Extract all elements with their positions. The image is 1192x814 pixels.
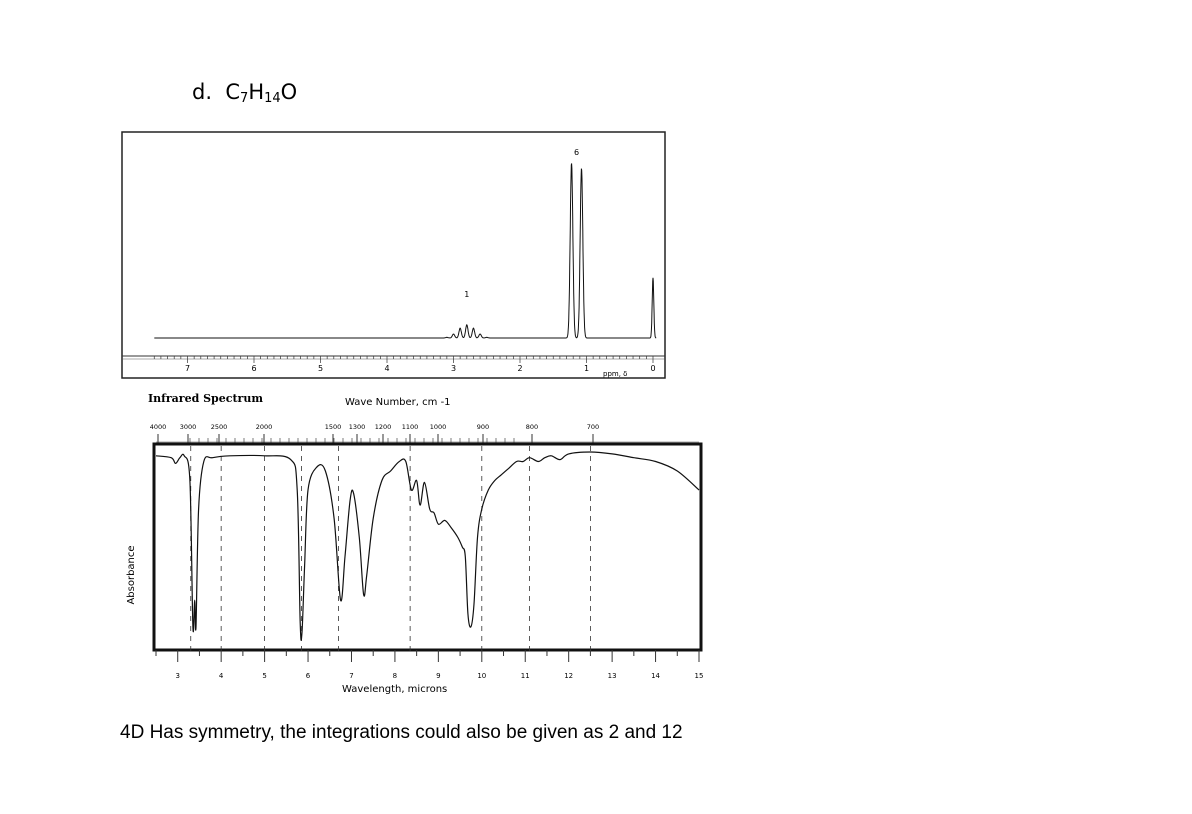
ir-top-tick-label: 2500 [210,423,228,431]
ir-x-axis-label: Wavelength, microns [342,684,448,695]
ir-bottom-tick-label: 7 [349,672,354,680]
ir-frame [154,444,701,650]
formula-element-c: C [225,80,241,104]
nmr-trace [154,148,656,338]
ir-top-axis [150,423,699,444]
ir-bottom-tick-label: 4 [218,672,224,680]
formula-element-o: O [280,80,298,104]
ir-spectrum [126,392,703,695]
problem-label: d. [192,80,213,104]
ir-bottom-tick-label: 8 [392,672,398,680]
ir-bottom-tick-label: 11 [520,672,530,680]
ir-bottom-tick-label: 3 [175,672,180,680]
caption-text: 4D Has symmetry, the integrations could also be given as 2 and 12 [120,722,683,743]
ir-top-axis-label: Wave Number, cm -1 [345,397,451,408]
formula-subscript-h: 14 [264,91,281,106]
ir-bottom-tick-label: 5 [262,672,267,680]
ir-bottom-tick-label: 13 [607,672,617,680]
ir-top-tick-label: 900 [476,423,490,431]
ir-top-tick-label: 4000 [149,423,167,431]
ir-title: Infrared Spectrum [148,392,263,405]
nmr-spectrum [122,132,665,378]
ir-top-tick-label: 800 [525,423,539,431]
ir-top-tick-label: 1000 [429,423,447,431]
ir-top-tick-label: 3000 [179,423,197,431]
nmr-tick-label: 5 [317,364,324,373]
ir-bottom-tick-label: 15 [694,672,704,680]
formula-subscript-c: 7 [240,91,249,106]
ir-trace-line [156,452,699,640]
nmr-integration-label: 1 [464,289,470,299]
ir-top-tick-label: 1300 [348,423,366,431]
nmr-tick-label: 6 [251,364,257,373]
ir-bottom-tick-label: 12 [564,672,574,680]
nmr-tick-label: 7 [184,364,191,373]
ir-trace [156,452,699,640]
nmr-trace-line [154,163,656,338]
formula-element-h: H [248,80,265,104]
nmr-axis [122,356,665,373]
ir-top-tick-label: 700 [586,423,600,431]
ir-bottom-axis [156,650,703,680]
ir-bottom-tick-label: 6 [305,672,311,680]
nmr-tick-label: 2 [517,364,523,373]
ir-bottom-tick-label: 9 [436,672,441,680]
nmr-tick-label: 4 [384,364,390,373]
nmr-integration-label: 6 [573,148,580,158]
ir-bottom-tick-label: 14 [651,672,661,680]
nmr-x-axis-label: ppm, δ [603,370,628,378]
ir-gridlines [191,446,591,656]
ir-top-tick-label: 1100 [401,423,419,431]
nmr-tick-label: 0 [650,364,656,373]
ir-top-tick-label: 2000 [255,423,273,431]
ir-top-tick-label: 1500 [324,423,342,431]
ir-y-axis-label: Absorbance [126,545,137,605]
ir-bottom-tick-label: 10 [477,672,487,680]
nmr-tick-label: 1 [583,364,590,373]
ir-top-tick-label: 1200 [374,423,392,431]
nmr-tick-label: 3 [450,364,457,373]
